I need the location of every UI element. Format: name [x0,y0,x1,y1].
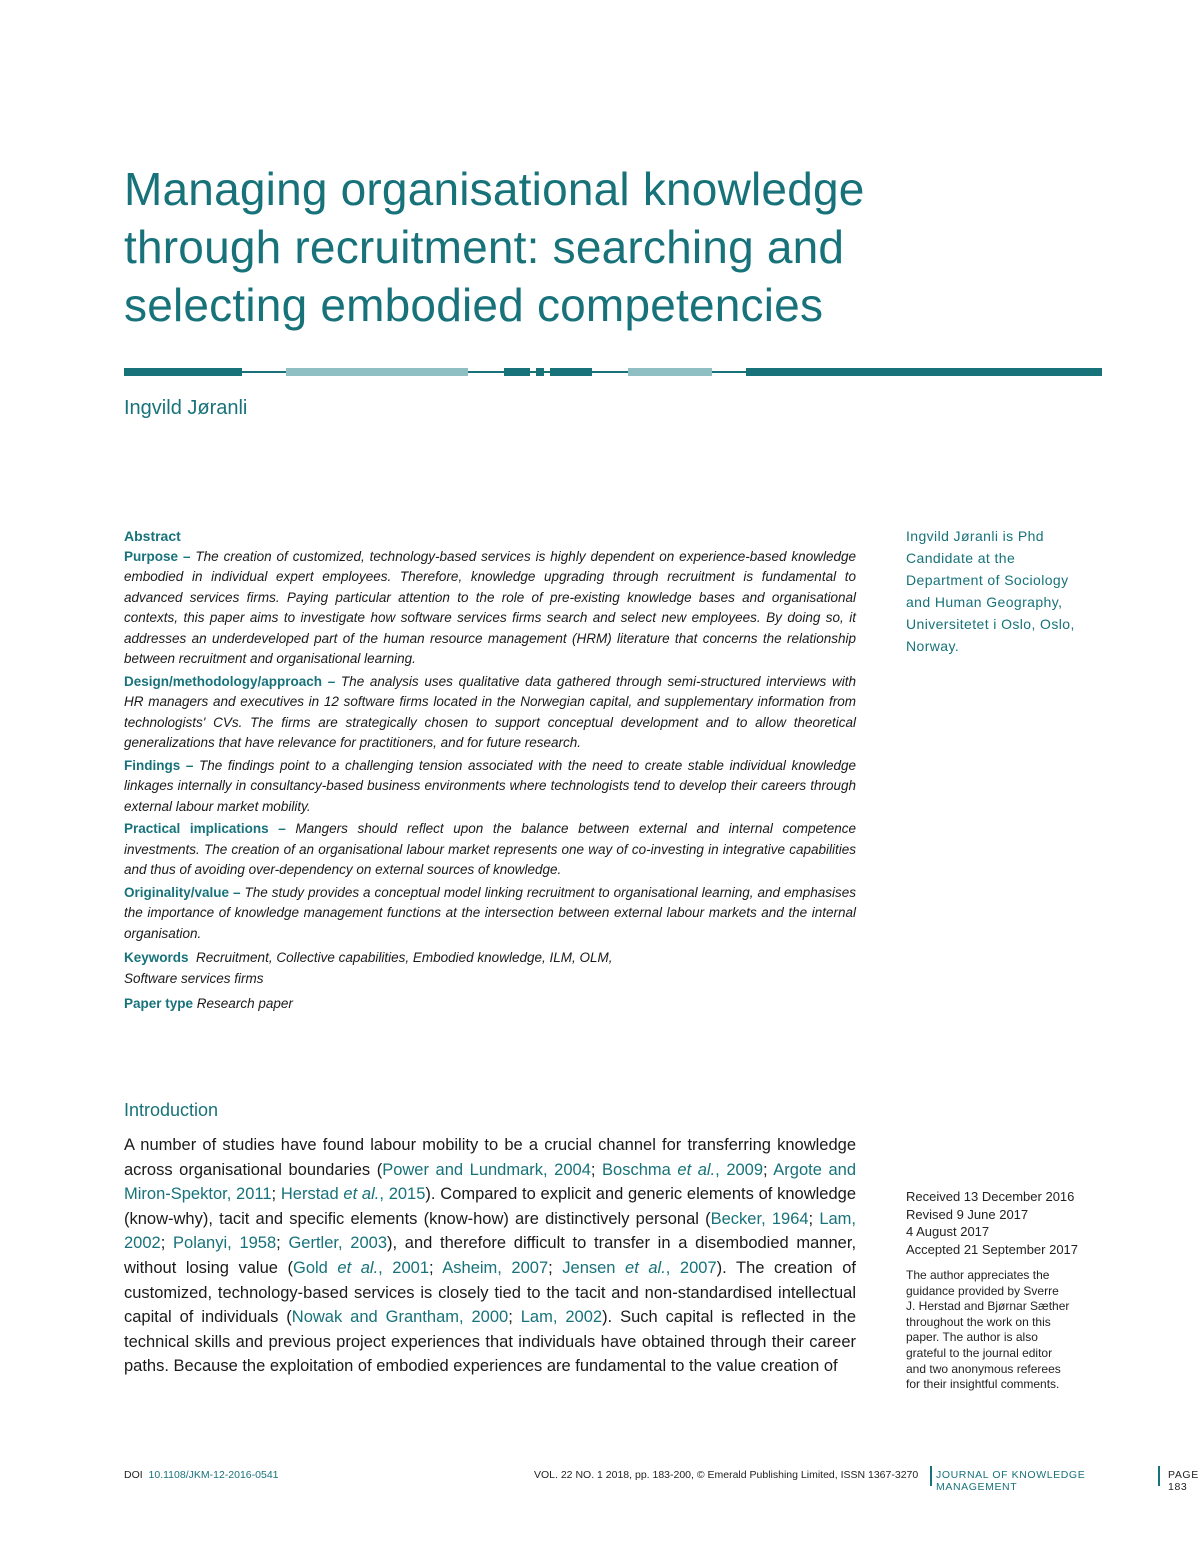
accepted-date: Accepted 21 September 2017 [906,1241,1079,1257]
introduction-paragraph [124,1133,856,1379]
received-date: Received 13 December 2016 [906,1189,1075,1204]
purpose-text: The creation of customized, technology-based services is highly dependent on experience-based knowledge embodied in individual expert employees. Therefore, knowledge upgrading through recruitment is fundamental to advanced services firms. Paying particular attention to the role of pre-existing knowledge bases and organisational contexts, this paper aims to investigate how software services firms search and select new employees. By doing so, it addresses an underdeveloped part of the human resource management (HRM) literature that concerns the relationship between recruitment and organisational learning. [124,548,856,666]
citation-link[interactable]: Nowak and Grantham, 2000 [291,1308,509,1327]
citation-link[interactable] [293,1259,429,1277]
article-dates [906,1188,1102,1258]
citation-link[interactable]: Asheim, 2007 [442,1258,549,1277]
practical-text: Mangers should reflect upon the balance between external and internal competence investments. The creation of an organisational labour market represents one way of co-investing in integrative capabilities and thus of avoiding over-dependency on external sources of knowledge. [124,821,857,877]
body-text: ; [508,1308,521,1327]
body-text: ; [271,1185,281,1204]
purpose-label: Purpose – [124,548,191,564]
originality-text: The study provides a conceptual model linking recruitment to organisational learning, and emphasises the importance of knowledge management functions at the intersection between external labour markets and the internal organisation. [124,884,856,941]
acknowledgement-line: grateful to the journal editor [906,1345,1053,1360]
body-text: ). Compared to explicit and generic elements of knowledge (know-why), tacit and specific elements (know-how) are distinctively personal ( [124,1185,857,1228]
citation-etal: et al. [625,1258,666,1277]
citation-year: , 2007 [665,1258,717,1277]
decorative-rule [124,365,1102,379]
acknowledgement-line: guidance provided by Sverre [906,1283,1059,1298]
revised-date: 4 August 2017 [906,1224,990,1239]
body-text: ). Such capital is reflected in the technical skills and previous project experiences that individuals have obtained through their career paths. Because the exploitation of embodied experiences are fundamental to the value creation of [124,1308,857,1376]
keywords-line: Software services firms [124,970,264,986]
originality-label: Originality/value – [124,884,241,900]
acknowledgement-line: and two anonymous referees [906,1361,1061,1376]
author-name: Ingvild Jøranli [124,397,248,419]
title-line: selecting embodied competencies [124,279,824,331]
body-text: ), and therefore difficult to transfer in a disembodied manner, without losing value ( [124,1234,857,1277]
citation-author: Boschma [602,1160,678,1179]
publication-info: VOL. 22 NO. 1 2018, pp. 183-200, © Emerald Publishing Limited, ISSN 1367-3270 [534,1469,919,1481]
citation-link[interactable]: Lam, 2002 [520,1308,603,1327]
paper-type [124,994,856,1015]
citation-etal: et al. [337,1258,379,1277]
revised-date: Revised 9 June 2017 [906,1206,1029,1222]
design-label: Design/methodology/approach – [124,673,336,689]
footer-divider [930,1466,932,1486]
citation-etal: et al. [677,1160,716,1179]
abstract-findings [124,756,856,818]
affiliation-line: Candidate at the [906,550,1016,566]
abstract-heading: Abstract [124,528,181,544]
citation-link[interactable]: Lam, 2002 [124,1209,857,1253]
doi-label: DOI [124,1469,143,1481]
body-text: ; [808,1209,820,1228]
abstract-practical [124,819,856,881]
page-footer [124,1466,1199,1493]
section-heading-introduction: Introduction [124,1100,219,1120]
abstract-purpose [124,547,856,670]
findings-text: The findings point to a challenging tension associated with the need to create stable individual knowledge linkages internally in consultancy-based business environments where technologists tend to develop their careers through external labour market mobility. [124,757,856,814]
journal-name: JOURNAL OF KNOWLEDGE MANAGEMENT [936,1469,1086,1493]
author-affiliation [906,525,1102,657]
design-text: The analysis uses qualitative data gathered through semi-structured interviews with HR managers and executives in 12 software firms located in the Norwegian capital, and supplementary information from technologists' CVs. The firms are strategically chosen to support conceptual development and to allow theoretical generalizations that have relevance for practitioners, and for future research. [124,673,856,750]
acknowledgement-line: paper. The author is also [906,1330,1038,1345]
citation-link[interactable]: Gertler, 2003 [288,1234,387,1253]
paper-type-text: Research paper [196,996,293,1011]
citation-link[interactable]: Argote and Miron-Spektor, 2011 [124,1160,857,1204]
keywords-label: Keywords [124,950,189,965]
affiliation-line: Norway. [906,638,960,654]
acknowledgement-line: J. Herstad and Bjørnar Sæther [906,1299,1070,1314]
doi [124,1469,279,1481]
acknowledgement [906,1268,1102,1393]
abstract-originality [124,883,856,945]
title-line: Managing organisational knowledge [124,163,865,215]
citation-etal: et al. [343,1185,380,1204]
footer-divider [1158,1466,1160,1486]
citation-year: , 2001 [378,1258,430,1277]
citation-link[interactable]: Power and Lundmark, 2004 [382,1160,591,1179]
doi-link[interactable]: 10.1108/JKM-12-2016-0541 [148,1469,279,1481]
body-text: ). The creation of customized, technology-based services is closely tied to the tacit and non-standardised intellectual capital of individuals ( [124,1258,856,1327]
affiliation-line: Department of Sociology [906,572,1069,588]
body-text: ; [276,1234,289,1253]
acknowledgement-line: for their insightful comments. [906,1377,1060,1392]
affiliation-line: Universitetet i Oslo, Oslo, [906,616,1075,632]
citation-link[interactable] [281,1185,426,1203]
citation-link[interactable]: Becker, 1964 [710,1209,809,1228]
body-text: ; [548,1258,563,1277]
keywords-line: Recruitment, Collective capabilities, Embodied knowledge, ILM, OLM, [196,950,613,965]
affiliation-line: Ingvild Jøranli is Phd [906,528,1044,544]
body-text: ; [763,1160,774,1179]
title-line: through recruitment: searching and [124,221,845,273]
keywords [124,948,856,989]
abstract [124,526,856,1015]
citation-link[interactable] [562,1259,716,1277]
affiliation-line: and Human Geography, [906,594,1063,610]
acknowledgement-line: throughout the work on this [906,1314,1051,1329]
citation-year: , 2015 [379,1185,426,1204]
body-text: A number of studies have found labour mobility to be a crucial channel for transferring knowledge across organisational boundaries ( [124,1136,856,1179]
citation-author: Jensen [562,1258,626,1277]
citation-year: , 2009 [715,1160,764,1179]
page-number: PAGE 183 [1168,1469,1199,1493]
paper-type-label: Paper type [124,996,194,1011]
paper-title [124,160,1084,334]
body-text: ; [590,1160,603,1179]
citation-link[interactable] [602,1161,763,1179]
citation-link[interactable]: Polanyi, 1958 [173,1234,277,1253]
body-text: ; [429,1258,443,1277]
body-text: ; [160,1234,174,1253]
citation-author: Gold [293,1258,338,1277]
citation-author: Herstad [280,1185,344,1204]
acknowledgement-line: The author appreciates the [906,1268,1050,1282]
abstract-design [124,672,856,754]
findings-label: Findings – [124,757,194,773]
practical-label: Practical implications – [124,821,286,836]
